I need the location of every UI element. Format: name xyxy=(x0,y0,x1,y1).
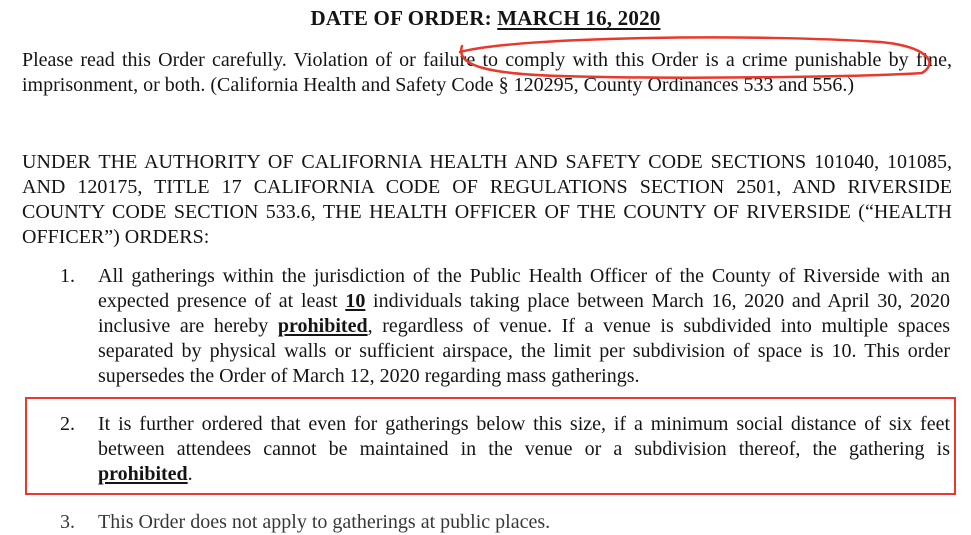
order-item-1 xyxy=(60,264,950,389)
emphasis-prohibited: prohibited xyxy=(98,463,188,485)
title-prefix: DATE OF ORDER: xyxy=(310,6,498,30)
emphasis-count: 10 xyxy=(345,290,366,312)
emphasis-prohibited: prohibited xyxy=(277,315,368,337)
item-text-part: individuals taking place between March 16, 2020 and April 30, 2020 inclusive are hereby xyxy=(98,290,950,337)
item-body xyxy=(98,264,950,389)
item-text-part: . xyxy=(187,463,193,485)
authority-paragraph: UNDER THE AUTHORITY OF CALIFORNIA HEALTH AND SAFETY CODE SECTIONS 101040, 101085, AND 120175, TITLE 17 CALIFORNIA CODE OF REGULATIONS SECTION 2501, AND RIVERSIDE COUNTY CODE SECTION 533.6, THE HEALTH OFFICER OF THE COUNTY OF RIVERSIDE (“HEALTH OFFICER”) ORDERS: xyxy=(22,151,952,248)
order-date-title xyxy=(0,6,971,31)
item-number: 2. xyxy=(60,413,75,435)
item-number: 3. xyxy=(60,511,75,533)
title-date: MARCH 16, 2020 xyxy=(497,6,661,30)
item-text-part: It is further ordered that even for gatherings below this size, if a minimum social distance of six feet between attendees cannot be maintained in the venue or a subdivision thereof, the gathering is xyxy=(98,413,950,460)
item-body: This Order does not apply to gatherings at public places. xyxy=(98,511,551,533)
order-item-3 xyxy=(60,510,950,535)
item-text-part: All gatherings within the jurisdiction of the Public Health Officer of the County of Riverside with an expected presence of at least xyxy=(98,265,950,312)
item-number: 1. xyxy=(60,265,75,287)
item-body xyxy=(98,412,950,487)
order-item-2 xyxy=(60,412,950,487)
intro-paragraph: Please read this Order carefully. Violation of or failure to comply with this Order is a crime punishable by fine, imprisonment, or both. (California Health and Safety Code § 120295, County Ordinances 533 and 556.) xyxy=(22,49,952,96)
item-text-part: , regardless of venue. If a venue is subdivided into multiple spaces separated by physical walls or sufficient airspace, the limit per subdivision of space is 10. This order supersedes the Order of March 12, 2020 regarding mass gatherings. xyxy=(98,315,950,387)
